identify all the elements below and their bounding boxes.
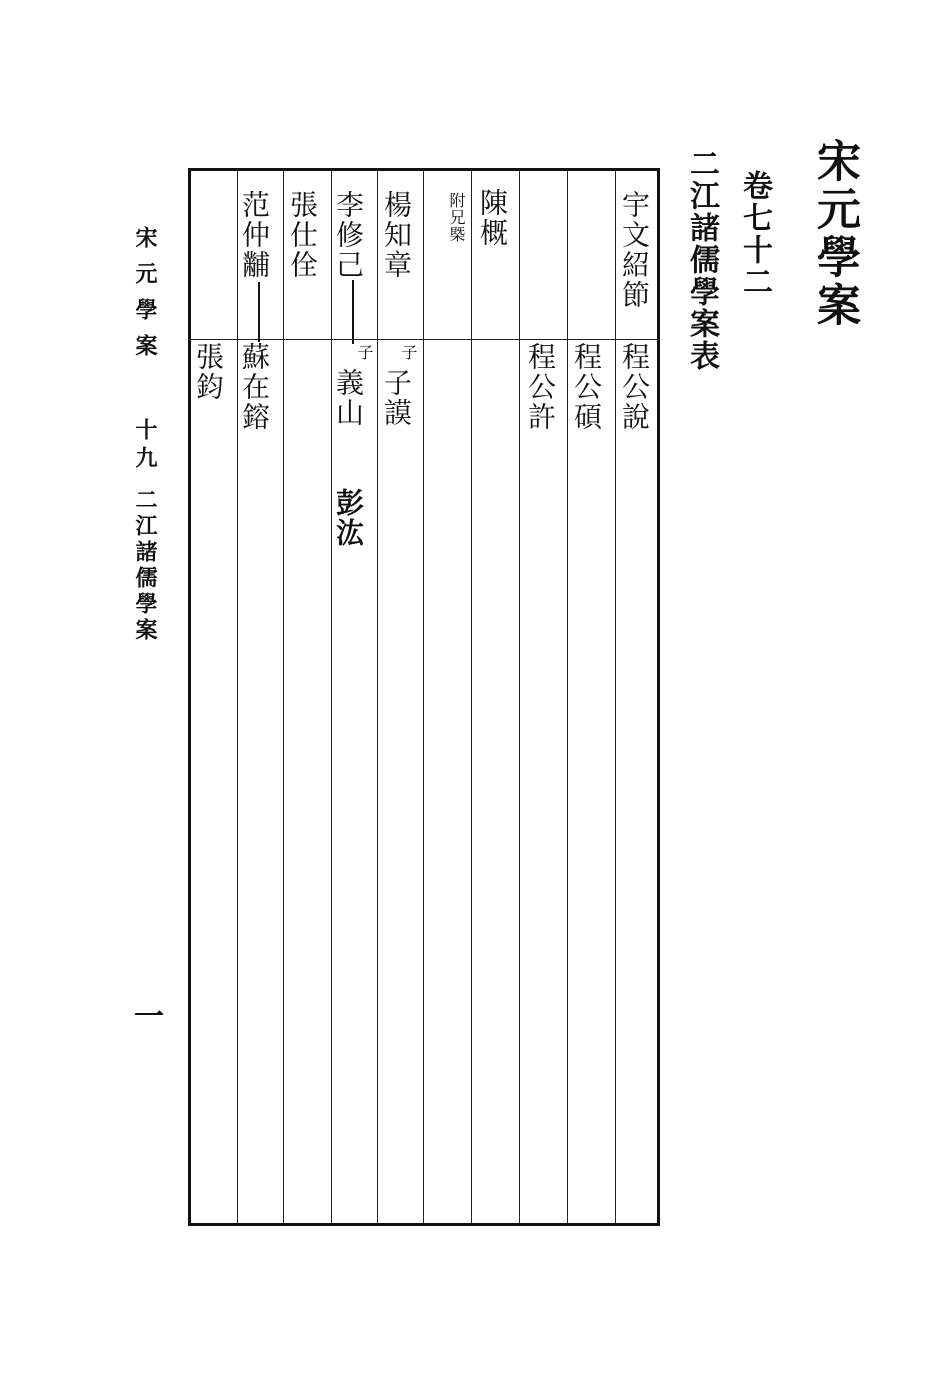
link-line bbox=[352, 280, 354, 344]
column-divider bbox=[423, 171, 424, 1223]
column-divider bbox=[331, 171, 332, 1223]
column-divider bbox=[237, 171, 238, 1223]
margin-page-number: 一 bbox=[128, 1000, 163, 1030]
column-divider bbox=[567, 171, 568, 1223]
cell-col4-note: 附兄槩 bbox=[447, 192, 466, 243]
column-divider bbox=[283, 171, 284, 1223]
link-line bbox=[258, 282, 260, 342]
cell-col4-top: 陳概 bbox=[476, 188, 509, 248]
cell-col6-bottom2: 彭汯 bbox=[332, 488, 365, 548]
book-title: 宋元學案 bbox=[809, 138, 860, 330]
cell-col5-top: 楊知章 bbox=[380, 190, 413, 280]
margin-juan-number: 十九 bbox=[132, 418, 158, 474]
cell-col2-bottom: 程公碩 bbox=[570, 342, 603, 432]
cell-col5-bottom: 子謨 bbox=[380, 368, 413, 428]
column-divider bbox=[519, 171, 520, 1223]
cell-col6-top: 李修己 bbox=[332, 190, 365, 280]
column-divider bbox=[377, 171, 378, 1223]
column-divider bbox=[615, 171, 616, 1223]
cell-col5-note: 子 bbox=[399, 344, 418, 361]
cell-col6-bottom: 義山 bbox=[332, 368, 365, 428]
margin-section-title: 二江諸儒學案 bbox=[132, 488, 158, 644]
column-divider bbox=[471, 171, 472, 1223]
row-divider bbox=[191, 339, 657, 340]
cell-col7-top: 張仕佺 bbox=[286, 190, 319, 280]
cell-col9-bottom: 張鈞 bbox=[192, 342, 225, 402]
margin-book-title: 宋元學案 bbox=[132, 226, 158, 370]
cell-col8-bottom: 蘇在鎔 bbox=[238, 342, 271, 432]
cell-col3-bottom: 程公許 bbox=[524, 342, 557, 432]
cell-col8-top: 范仲黼 bbox=[238, 190, 271, 280]
cell-col6-note: 子 bbox=[355, 344, 374, 361]
cell-col1-top: 宇文紹節 bbox=[618, 190, 651, 310]
cell-col1-bottom: 程公說 bbox=[618, 342, 651, 432]
juan-number: 卷七十二 bbox=[737, 170, 772, 298]
table-title: 二江諸儒學案表 bbox=[684, 148, 719, 372]
